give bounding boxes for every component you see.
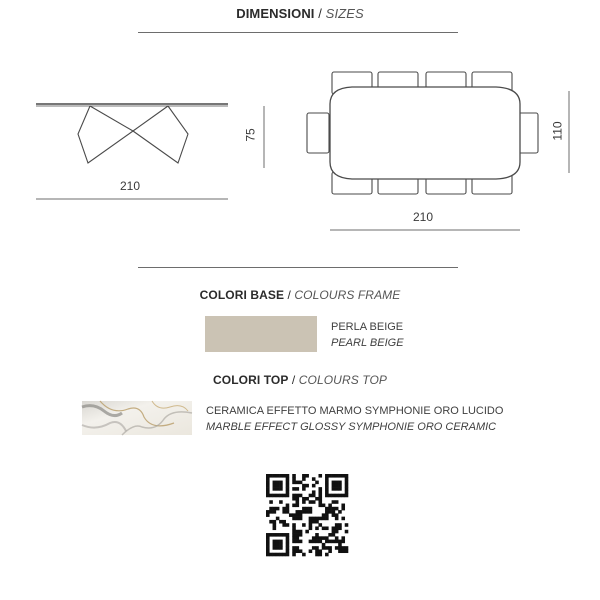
frame-colour-name-en: PEARL BEIGE [331, 337, 404, 349]
top-colours-heading [0, 373, 600, 387]
frame-colours-title-en: COLOURS FRAME [294, 288, 401, 302]
frame-colours-title-separator: / [284, 288, 295, 302]
sizes-title-en: SIZES [325, 6, 364, 21]
top-colour-caption [206, 403, 503, 435]
top-colour-name-it: CERAMICA EFFETTO MARMO SYMPHONIE ORO LUCIDO [206, 405, 504, 417]
marble-swatch [82, 401, 192, 435]
frame-colours-title-it: COLORI BASE [199, 288, 285, 302]
top-colours-title-it: COLORI TOP [213, 373, 289, 387]
top-colours-title-en: COLOURS TOP [298, 373, 387, 387]
sizes-title-it: DIMENSIONI [236, 6, 315, 21]
section-divider [138, 267, 458, 268]
top-depth-label: 110 [550, 121, 565, 141]
top-length-label: 210 [413, 210, 434, 224]
frame-colour-caption [331, 319, 404, 351]
sizes-title-separator: / [314, 6, 326, 21]
qr-code[interactable] [266, 474, 348, 556]
side-width-label: 210 [120, 179, 141, 193]
top-colours-title-separator: / [288, 373, 299, 387]
frame-colour-name-it: PERLA BEIGE [331, 321, 404, 333]
frame-colour-swatch [205, 316, 317, 352]
frame-colours-heading [0, 288, 600, 302]
top-colour-name-en: MARBLE EFFECT GLOSSY SYMPHONIE ORO CERAMIC [206, 421, 497, 433]
height-label: 75 [243, 128, 258, 142]
